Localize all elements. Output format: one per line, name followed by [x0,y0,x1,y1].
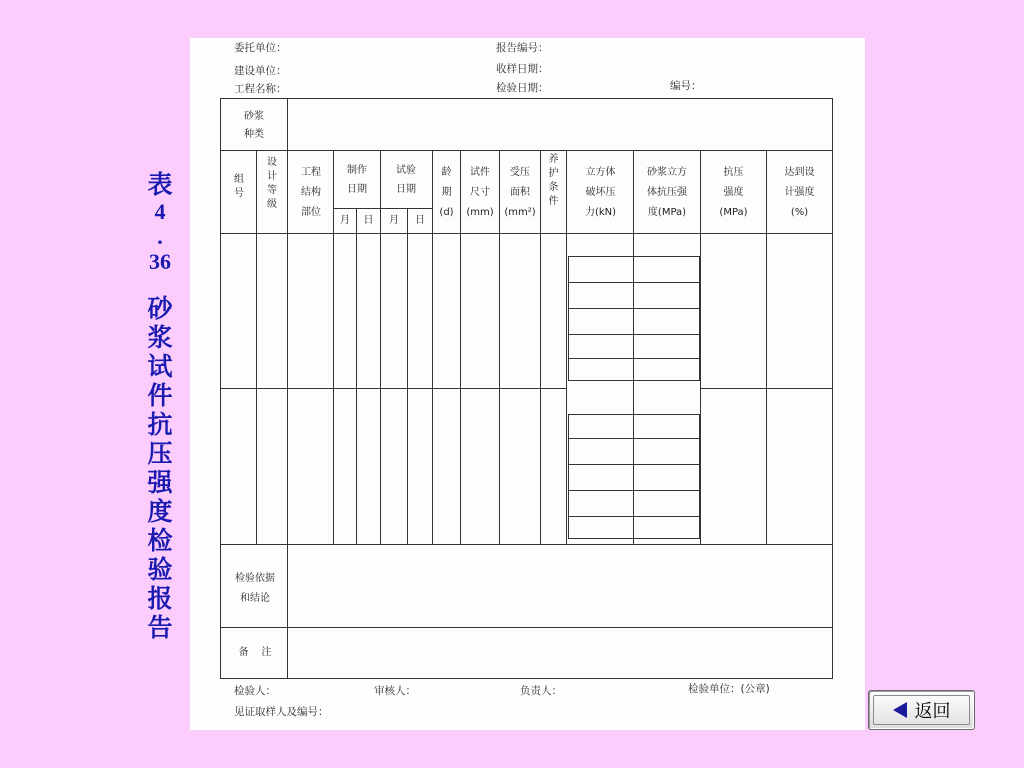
col-curing-header: 养 护 条 件 [548,154,559,207]
left-triangle-icon [893,702,907,718]
col-test-month: 月 [389,215,399,226]
remarks-label: 备 注 [238,647,272,658]
col-load-1: 立方体 [585,167,616,178]
col-area-2: 面积 [510,187,530,198]
mortar-type-line2: 种类 [244,129,264,140]
col-area-1: 受压 [510,167,530,178]
serial-no-label: 编号： [670,80,702,92]
side-title-num2: 36 [149,249,171,274]
col-cube-strength-1: 砂浆立方 [647,167,687,178]
client-unit-label: 委托单位： [234,42,287,54]
test-date-label: 检验日期： [496,82,549,94]
col-group-header: 组 号 [234,174,244,199]
project-name-label: 工程名称： [234,83,287,95]
side-title [138,170,182,642]
table-grid [190,38,865,730]
sample-date-label: 收样日期： [496,63,549,75]
basis-label-2: 和结论 [240,593,270,604]
side-title-dot: . [157,224,163,249]
mortar-type-line1: 砂浆 [244,111,264,122]
col-make-month: 月 [340,215,350,226]
col-design-grade-header: 设 计 等 级 [267,157,277,210]
report-no-label: 报告编号： [496,42,549,54]
col-size-2: 尺寸 [470,187,490,198]
col-test-date-2: 日期 [396,184,416,195]
side-title-table: 表 [147,170,173,199]
manager-label: 负责人： [520,685,562,697]
report-document [190,38,865,730]
col-age-3: (d) [439,207,454,218]
basis-label-1: 检验依据 [235,573,275,584]
col-size-1: 试件 [470,167,490,178]
col-area-3: (mm²) [504,207,536,218]
col-percent-2: 计强度 [784,187,815,198]
col-cube-strength-2: 体抗压强 [647,187,687,198]
col-age-1: 龄 [441,167,452,178]
col-percent-1: 达到设 [784,167,815,178]
col-size-3: (mm) [466,207,494,218]
col-make-day: 日 [363,215,374,226]
col-strength-3: (MPa) [719,207,748,218]
col-cube-strength-3: 度(MPa) [647,207,687,218]
col-make-date-1: 制作 [347,165,367,176]
col-strength-1: 抗压 [723,167,744,178]
side-title-text: 砂 浆 试 件 抗 压 强 度 检 验 报 告 [147,294,173,642]
col-test-date-1: 试验 [396,165,416,176]
witness-label: 见证取样人及编号： [234,706,329,718]
back-button[interactable] [868,690,975,730]
back-button-label: 返回 [914,701,951,722]
side-title-num1: 4 [154,199,166,224]
col-age-2: 期 [441,187,452,198]
back-button-face[interactable] [873,695,970,725]
col-load-3: 力(kN) [584,207,617,218]
reviewer-label: 审核人： [374,685,416,697]
col-strength-2: 强度 [723,187,744,198]
col-make-date-2: 日期 [347,184,367,195]
col-structure-1: 工程 [301,167,321,178]
col-structure-2: 结构 [301,187,321,198]
construction-unit-label: 建设单位： [234,65,287,77]
col-load-2: 破坏压 [585,187,616,198]
inspector-label: 检验人： [234,685,276,697]
col-percent-3: (%) [790,207,809,218]
col-structure-3: 部位 [301,207,321,218]
unit-seal-label: 检验单位：(公章) [688,683,770,695]
col-test-day: 日 [415,215,425,226]
